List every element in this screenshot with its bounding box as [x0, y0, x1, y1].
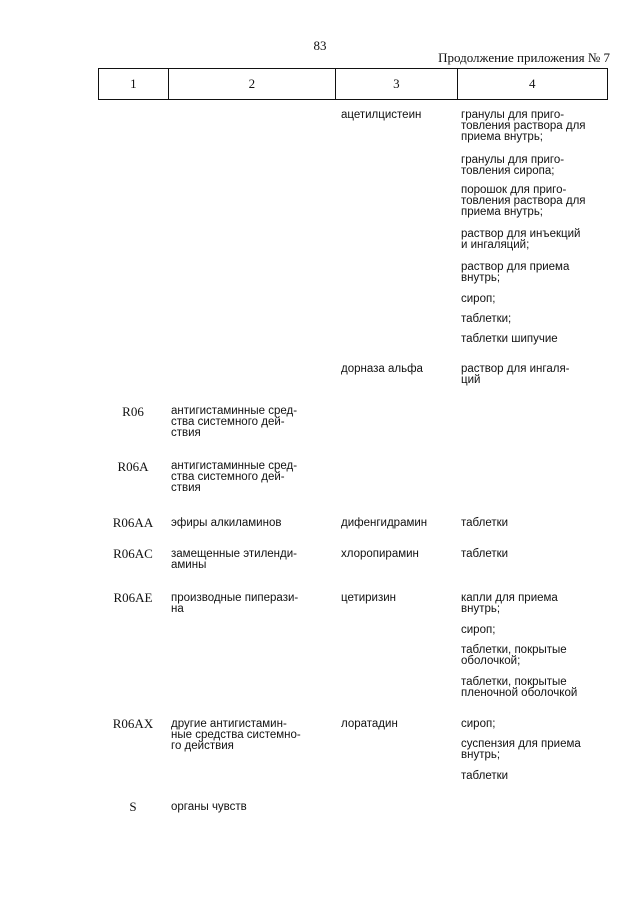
atc-group-name: эфиры алкиламинов — [171, 517, 282, 529]
header-col-3: 3 — [336, 69, 458, 99]
atc-code: R06AX — [112, 716, 154, 731]
continuation-note: Продолжение приложения № 7 — [438, 50, 610, 65]
dosage-form: капли для приема внутрь; — [461, 592, 558, 615]
drug-name: хлоропирамин — [341, 548, 419, 560]
drug-name: дифенгидрамин — [341, 517, 428, 529]
atc-group-name: антигистаминные сред- ства системного дей- ствия — [171, 405, 298, 439]
dosage-form: гранулы для приго- товления раствора для приема внутрь; — [461, 109, 586, 143]
atc-group-name: другие антигистамин- ные средства системно- го действия — [171, 718, 301, 752]
header-col-2: 2 — [169, 69, 336, 99]
dosage-form: таблетки — [461, 548, 509, 560]
table-header — [98, 68, 608, 100]
dosage-form: сироп; — [461, 293, 496, 305]
drug-name: цетиризин — [341, 592, 397, 604]
atc-group-name: производные пиперази- на — [171, 592, 299, 615]
header-col-4: 4 — [529, 76, 536, 91]
atc-code: R06AA — [112, 515, 154, 530]
dosage-form: таблетки, покрытые оболочкой; — [461, 644, 567, 667]
dosage-form: таблетки, покрытые пленочной оболочкой — [461, 676, 578, 699]
atc-group-name: замещенные этиленди- амины — [171, 548, 297, 571]
atc-group-name: антигистаминные сред- ства системного дей- ствия — [171, 460, 298, 494]
drug-name: ацетилцистеин — [341, 109, 422, 121]
dosage-form: таблетки — [461, 770, 509, 782]
dosage-form: порошок для приго- товления раствора для приема внутрь; — [461, 184, 586, 218]
atc-code: R06AC — [113, 546, 153, 561]
dosage-form: гранулы для приго- товления сиропа; — [461, 154, 565, 177]
page-number: 83 — [313, 38, 327, 53]
dosage-form: раствор для ингаля- ций — [461, 363, 570, 386]
header-col-1: 1 — [99, 69, 169, 99]
atc-group-name: органы чувств — [171, 801, 247, 813]
dosage-form: таблетки — [461, 517, 509, 529]
atc-code: R06A — [117, 459, 149, 474]
drug-name: дорназа альфа — [341, 363, 423, 375]
dosage-form: раствор для инъекций и ингаляций; — [461, 228, 581, 251]
dosage-form: таблетки; — [461, 313, 512, 325]
atc-code: R06AE — [113, 590, 153, 605]
dosage-form: сироп; — [461, 718, 496, 730]
dosage-form: сироп; — [461, 624, 496, 636]
dosage-form: суспензия для приема внутрь; — [461, 738, 581, 761]
drug-name: лоратадин — [341, 718, 398, 730]
dosage-form: раствор для приема внутрь; — [461, 261, 570, 284]
dosage-form: таблетки шипучие — [461, 333, 558, 345]
atc-code: R06 — [122, 404, 144, 419]
atc-code: S — [129, 799, 137, 814]
